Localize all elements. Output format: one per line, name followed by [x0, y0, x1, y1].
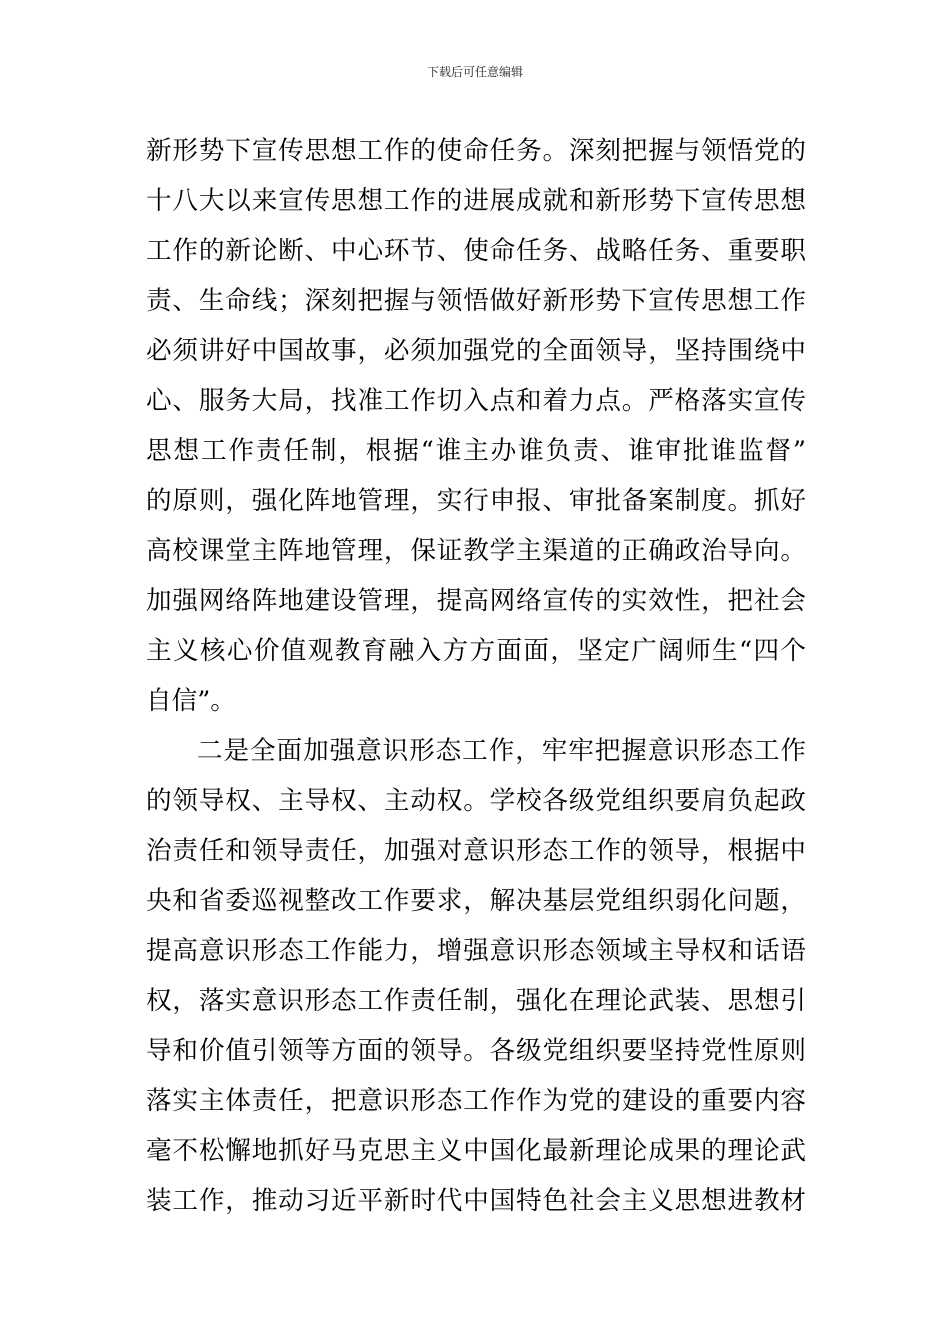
text-line: 装工作，推动习近平新时代中国特色社会主义思想进教材 — [146, 1186, 806, 1216]
text-line: 高校课堂主阵地管理，保证教学主渠道的正确政治导向。 — [146, 536, 806, 566]
text-line: 自信”。 — [146, 686, 236, 716]
text-line: 落实主体责任，把意识形态工作作为党的建设的重要内容 — [146, 1086, 806, 1116]
text-line: 心、服务大局，找准工作切入点和着力点。严格落实宣传 — [146, 386, 806, 416]
text-line: 导和价值引领等方面的领导。各级党组织要坚持党性原则 — [146, 1036, 806, 1066]
text-line: 责、生命线；深刻把握与领悟做好新形势下宣传思想工作 — [146, 286, 806, 316]
text-line: 主义核心价值观教育融入方方面面，坚定广阔师生“四个 — [146, 636, 806, 666]
page-header-note: 下载后可任意编辑 — [426, 65, 523, 79]
text-line: 权，落实意识形态工作责任制，强化在理论武装、思想引 — [146, 986, 806, 1016]
text-line: 十八大以来宣传思想工作的进展成就和新形势下宣传思想 — [146, 186, 806, 216]
text-line: 的原则，强化阵地管理，实行申报、审批备案制度。抓好 — [146, 486, 806, 516]
paragraph-2 — [146, 726, 806, 1226]
text-line: 必须讲好中国故事，必须加强党的全面领导，坚持围绕中 — [146, 336, 806, 366]
text-line: 工作的新论断、中心环节、使命任务、战略任务、重要职 — [146, 236, 806, 266]
paragraph-1 — [146, 126, 806, 726]
text-line: 提高意识形态工作能力，增强意识形态领域主导权和话语 — [146, 936, 806, 966]
text-line: 治责任和领导责任，加强对意识形态工作的领导，根据中 — [146, 836, 806, 866]
text-line: 思想工作责任制，根据“谁主办谁负责、谁审批谁监督” — [146, 436, 806, 466]
text-line: 二是全面加强意识形态工作，牢牢把握意识形态工作 — [197, 736, 806, 766]
text-line: 毫不松懈地抓好马克思主义中国化最新理论成果的理论武 — [146, 1136, 806, 1166]
text-line: 的领导权、主导权、主动权。学校各级党组织要肩负起政 — [146, 786, 806, 816]
text-line: 加强网络阵地建设管理，提高网络宣传的实效性，把社会 — [146, 586, 806, 616]
document-body — [146, 126, 806, 1226]
text-line: 新形势下宣传思想工作的使命任务。深刻把握与领悟党的 — [146, 136, 806, 166]
text-line: 央和省委巡视整改工作要求，解决基层党组织弱化问题， — [146, 886, 806, 916]
